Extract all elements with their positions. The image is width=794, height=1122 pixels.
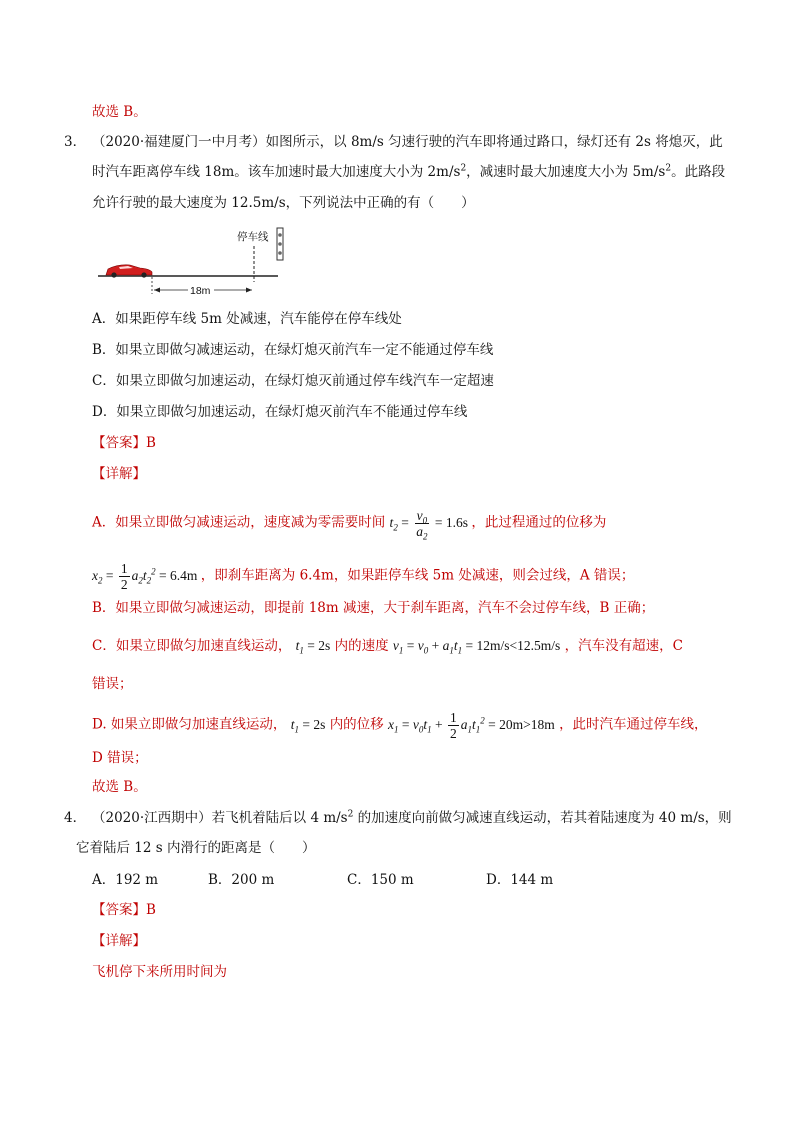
sol-c1-formula: $v_1 = v_0 + a_1t_1 = 12m/s<12.5m/s$ [392,638,561,656]
q3-sol-d-line1 [92,710,708,741]
q3-sup-1: 2 [460,163,467,174]
q3-sol-b: B．如果立即做匀减速运动，即提前 18m 减速，大于刹车距离，汽车不会过停车线，B 正确； [92,600,655,616]
q3-option-a: A．如果距停车线 5m 处减速，汽车能停在停车线处 [92,311,402,327]
q3-sol-conclusion: 故选 B。 [92,779,147,795]
q3-option-b: B．如果立即做匀减速运动，在绿灯熄灭前汽车一定不能通过停车线 [92,342,494,358]
sol-c1-t: $t_1 = 2s$ [295,638,331,656]
q3-sol-c-line1 [92,636,683,656]
q3-stem-line1: （2020·福建厦门一中月考）如图所示，以 8m/s 匀速行驶的汽车即将通过路口，绿灯还有 2s 将熄灭，此 [92,134,723,150]
q4-sol-line1: 飞机停下来所用时间为 [92,964,227,980]
sol-a1-formula: $t_2$ = $\frac{v_0}{a_2}$ = 1.6s [389,508,468,542]
q4-stem-line2: 它着陆后 12 s 内滑行的距离是（ ） [76,840,316,856]
sol-d1-t-value: 2s [313,716,326,732]
sol-d1-tail: ，此时汽车通过停车线， [559,716,708,733]
sol-c1-tail: ，汽车没有超速，C [564,638,683,654]
q4-detail-label: 【详解】 [92,933,146,949]
q3-answer: 【答案】B [92,435,156,451]
q3-figure [92,224,312,304]
q4-option-a: A．192 m [92,872,159,888]
sol-d1-text: D. 如果立即做匀加速直线运动， [92,716,287,733]
sol-a2-formula: $x_2$ = $\frac{1}{2}$ $a_2t_2^2 = 6.4m$ [92,561,198,592]
sol-a2-tail: ，即刹车距离为 6.4m，如果距停车线 5m 处减速，则会过线，A 错误； [200,567,635,584]
q3-stem-line3: 允许行驶的最大速度为 12.5m/s，下列说法中正确的有（ ） [92,195,475,211]
traffic-light-icon [277,228,283,260]
q3-sol-c-line2: 错误； [92,676,133,692]
q4-sup: 2 [347,809,354,820]
q3-sol-a-line2 [92,561,634,592]
stop-line-label: 停车线 [237,231,269,243]
q4-stem-line1-b: 的加速度向前做匀减速直线运动，若其着陆速度为 40 m/s，则 [353,810,732,826]
q3-option-c: C．如果立即做匀加速运动，在绿灯熄灭前通过停车线汽车一定超速 [92,373,494,389]
sol-a2-result: 6.4m [170,567,198,583]
q3-stem-line2 [92,162,725,182]
distance-label: 18m [190,285,211,297]
q4-option-c: C．150 m [347,872,414,888]
q4-number: 4． [64,810,87,826]
sol-d1-result: 20m>18m [499,716,555,732]
sol-c1-mid: 内的速度 [334,638,389,654]
sol-a1-text: A．如果立即做匀减速运动，速度减为零需要时间 [92,514,386,531]
sol-d1-formula: $x_1 = v_0t_1$ + $\frac{1}{2}$ $a_1t_1^2 = 20m>18m$ [387,710,555,741]
q3-number: 3． [64,134,87,150]
q4-answer: 【答案】B [92,902,156,918]
q3-sol-a-line1 [92,508,607,542]
sol-c1-result: 12m/s<12.5m/s [476,638,561,653]
q4-stem-line1 [92,808,732,828]
q4-option-d: D．144 m [486,872,554,888]
sol-d1-mid: 内的位移 [329,716,384,733]
q3-sol-d-line2: D 错误； [92,750,148,766]
q4-option-b: B．200 m [208,872,275,888]
q3-sup-2: 2 [665,163,672,174]
arrow-head-left [154,288,160,293]
q3-stem-line2-a: 时汽车距离停车线 18m。该车加速时最大加速度大小为 2m/s [92,164,461,180]
q3-stem-line2-b: ，减速时最大加速度大小为 5m/s [466,164,666,180]
arrow-head-right [246,288,252,293]
q3-stem-line2-c: 。此路段 [671,164,726,180]
previous-conclusion: 故选 B。 [92,104,147,120]
q4-stem-line1-a: （2020·江西期中）若飞机着陆后以 4 m/s [92,810,348,826]
sol-a1-result: 1.6s [445,514,468,530]
q3-detail-label: 【详解】 [92,466,146,482]
q3-option-d: D．如果立即做匀加速运动，在绿灯熄灭前汽车不能通过停车线 [92,404,468,420]
sol-c1-text: C．如果立即做匀加速直线运动， [92,638,292,654]
sol-d1-t: $t_1 = 2s$ [290,716,326,735]
sol-c1-t-value: 2s [318,638,331,653]
sol-a1-tail: ，此过程通过的位移为 [471,514,607,531]
